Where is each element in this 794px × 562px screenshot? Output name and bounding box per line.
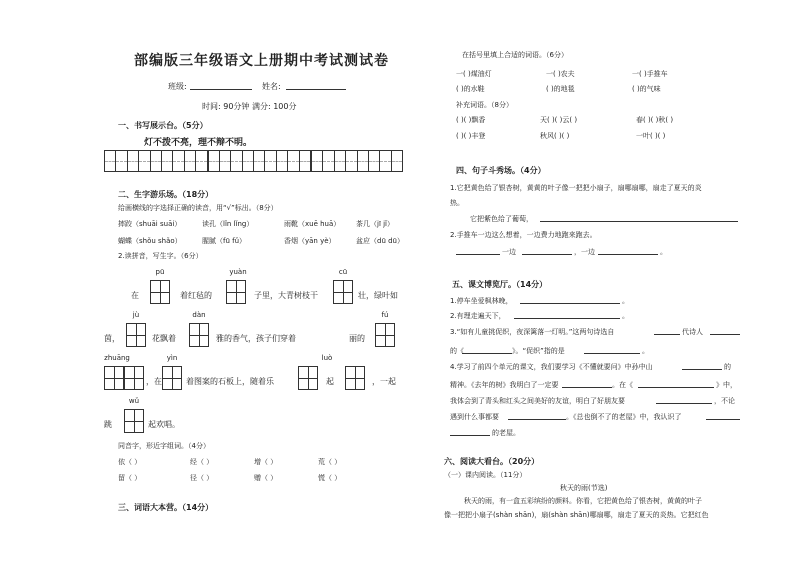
copy-cell[interactable] (105, 151, 116, 171)
pinyin-label: wǔ (128, 397, 140, 405)
pinyin-label: pū (155, 268, 165, 276)
passage-text: 跳 (104, 420, 112, 429)
word-blank[interactable]: 依（ ） (118, 458, 142, 466)
passage-text: 在 (131, 291, 139, 300)
answer-line[interactable] (540, 212, 738, 222)
s5-q3: 3.“如有儿童挑促织，夜深篱落一灯明。”这两句诗选自 (450, 328, 615, 336)
copy-sentence: 灯不拨不亮，理不辩不明。 (144, 138, 253, 148)
adj-blank[interactable]: ( )的地毯 (546, 85, 575, 93)
s4-q1-prompt: 它把紫色给了葡萄， (470, 215, 533, 223)
passage-text: 着红毡的 (180, 291, 212, 300)
passage-text: 壮，绿叶如 (358, 291, 398, 300)
idiom-blank[interactable]: ( )( )丰登 (456, 132, 486, 140)
passage-line: 像一把把小扇子(shàn shān)，扇(shàn shān)哪扇哪，扇走了夏天的炎热。它把红色 (444, 511, 709, 519)
s5-q4-j: 的老屋。 (492, 429, 520, 437)
copy-cell[interactable] (116, 151, 127, 171)
idiom-blank[interactable]: 秋风( )( ) (540, 132, 570, 140)
s4-q1: 1.它把黄色给了银杏树，黄黄的叶子像一把把小扇子，扇哪扇哪，扇走了夏天的炎 (450, 184, 702, 192)
word-blank[interactable]: 赠（ ） (254, 474, 278, 482)
pinyin-label: cū (338, 268, 348, 276)
copy-cell[interactable] (243, 151, 254, 171)
copy-cell[interactable] (196, 151, 208, 171)
supplement-instruction: 补充词语。（8分） (456, 101, 513, 109)
answer-line[interactable] (562, 378, 612, 388)
section-4-heading: 四、句子斗秀场。（4分） (456, 166, 546, 175)
passage-text: ，在 (146, 377, 162, 386)
measure-blank[interactable]: 一( )农夫 (546, 70, 575, 78)
char-box[interactable] (298, 366, 318, 390)
passage-text: 着图案的石板上，随着乐 (186, 377, 274, 386)
s2-q2-instruction: 2.读拼音，写生字。（6分） (118, 252, 203, 260)
s5-q3-b: 代诗人 (682, 328, 703, 336)
pinyin-label: yìn (166, 354, 178, 362)
copy-cell[interactable] (277, 151, 288, 171)
passage-text: 丽的 (349, 334, 365, 343)
pinyin-label: luò (321, 354, 333, 362)
adj-blank[interactable]: ( )的水鞋 (456, 85, 485, 93)
word-blank[interactable]: 荒（ ） (318, 458, 342, 466)
s5-q4-g: ，不论 (714, 397, 735, 405)
s4-q1-cont: 热。 (450, 199, 464, 207)
copy-cell[interactable] (231, 151, 242, 171)
copy-cell[interactable] (312, 151, 323, 171)
copy-cell[interactable] (300, 151, 312, 171)
passage-text: 起欢唱。 (148, 420, 180, 429)
answer-line[interactable] (598, 245, 658, 255)
pinyin-choice[interactable]: 香烟（yān yè） (284, 237, 336, 245)
copy-cell[interactable] (162, 151, 173, 171)
s5-q4-i: 。《总也倒不了的老屋》中，我认识了 (566, 413, 682, 421)
time-info: 时间: 90分钟 满分: 100分 (202, 102, 297, 111)
pinyin-label: zhuāng (104, 354, 130, 362)
copy-cell[interactable] (220, 151, 231, 171)
copy-cell[interactable] (151, 151, 162, 171)
pinyin-label: yuàn (229, 268, 247, 276)
char-box[interactable] (124, 409, 144, 433)
char-box[interactable] (126, 323, 146, 347)
char-box[interactable] (150, 280, 170, 304)
answer-line[interactable] (682, 360, 722, 370)
idiom-blank[interactable]: 春( )( )秋( ) (636, 116, 674, 124)
pinyin-choice[interactable]: 雨靴（xuē huā） (284, 220, 341, 228)
char-box[interactable] (345, 366, 365, 390)
passage-text: 雅的香气，孩子们穿着 (216, 334, 296, 343)
passage-text: 子里，大青树枝干 (254, 291, 318, 300)
word-blank[interactable]: 留（ ） (118, 474, 142, 482)
section-2-heading: 二、生字游乐场。（18分） (118, 190, 214, 199)
s5-q4-d: 。在《 (612, 381, 633, 389)
answer-line[interactable] (514, 309, 620, 319)
copy-cell[interactable] (392, 151, 402, 171)
end-mark: 。 (642, 347, 649, 355)
s5-q1: 1.停车坐爱枫林晚， (450, 297, 513, 305)
class-label: 班级: (168, 82, 187, 91)
idiom-blank[interactable]: 天( )( )云( ) (540, 116, 578, 124)
copy-cell[interactable] (288, 151, 299, 171)
copy-cell[interactable] (173, 151, 184, 171)
section-3-heading: 三、词语大本营。（14分） (118, 503, 214, 512)
s5-q4-b: 的 (724, 363, 731, 371)
passage-line: 秋天的雨，有一盒五彩缤纷的颜料。你看，它把黄色给了银杏树，黄黄的叶子 (464, 497, 702, 505)
char-box[interactable] (189, 323, 209, 347)
pinyin-choice[interactable]: 读孔（lǐn lǐng） (202, 220, 254, 228)
copy-cell[interactable] (369, 151, 380, 171)
word-blank[interactable]: 径（ ） (190, 474, 214, 482)
end-mark: 。 (622, 297, 629, 305)
pinyin-choice[interactable]: 蝴蝶（shǒu shǎo） (118, 237, 182, 245)
s5-q4-f: 我体会到了青头和红头之间美好的友谊，明白了好朋友要 (450, 397, 625, 405)
s5-q4-c: 精神。《去年的树》我明白了一定要 (450, 381, 559, 389)
name-label: 姓名: (262, 82, 281, 91)
answer-line[interactable] (706, 410, 740, 420)
s4-q2-a: 一边 (502, 248, 516, 256)
char-box[interactable] (162, 366, 182, 390)
pinyin-label: fú (381, 311, 389, 319)
passage-text: 花飘着 (152, 334, 176, 343)
answer-line[interactable] (520, 294, 620, 304)
copy-cell[interactable] (265, 151, 276, 171)
copy-cell[interactable] (139, 151, 150, 171)
pinyin-choice[interactable]: 腥腻（fū fǔ） (202, 237, 247, 245)
pinyin-label: jù (132, 311, 140, 319)
copy-cell[interactable] (380, 151, 391, 171)
s5-q4: 4.学习了前四个单元的课文，我们要学习《不懂就要问》中孙中山 (450, 363, 653, 371)
name-field[interactable] (286, 80, 346, 90)
copy-cell[interactable] (128, 151, 139, 171)
pinyin-choice[interactable]: 摔跤（shuāi suāi） (118, 220, 182, 228)
answer-line[interactable] (462, 344, 512, 354)
copy-cell[interactable] (346, 151, 357, 171)
pinyin-choice[interactable]: 茶几（jī jǐ） (356, 220, 395, 228)
end-mark: 。 (622, 312, 629, 320)
answer-line[interactable] (654, 325, 680, 335)
passage-title: 秋天的雨(节选) (560, 484, 608, 492)
passage-text: 起 (326, 377, 334, 386)
answer-line[interactable] (656, 394, 712, 404)
measure-blank[interactable]: 一( )手推车 (632, 70, 668, 78)
pinyin-choice[interactable]: 盆应（dū dū） (356, 237, 404, 245)
s5-q3-d: 》。“促织”指的是 (512, 347, 565, 355)
fill-instruction: 在括号里填上合适的词语。（6分） (462, 51, 568, 59)
idiom-blank[interactable]: ( )( )飘香 (456, 116, 486, 124)
passage-text: 茵， (104, 334, 120, 343)
answer-line[interactable] (450, 426, 490, 436)
answer-line[interactable] (638, 378, 714, 388)
char-box[interactable] (124, 366, 144, 390)
idiom-blank[interactable]: 一叶( )( ) (636, 132, 666, 140)
passage-text: ，一起 (372, 377, 396, 386)
answer-line[interactable] (456, 245, 500, 255)
s2-q1-instruction: 给画横线的字选择正确的读音，用“√”标出。（8分） (118, 204, 278, 212)
s4-q2-b: ，一边 (574, 248, 595, 256)
section-5-heading: 五、课文博览厅。（14分） (452, 280, 548, 289)
pinyin-label: dàn (192, 311, 206, 319)
exam-title: 部编版三年级语文上册期中考试测试卷 (134, 53, 389, 69)
word-blank[interactable]: 经（ ） (190, 458, 214, 466)
copy-cell[interactable] (323, 151, 334, 171)
char-box[interactable] (104, 366, 124, 390)
char-box[interactable] (226, 280, 246, 304)
answer-line[interactable] (522, 245, 572, 255)
word-blank[interactable]: 慌（ ） (318, 474, 342, 482)
answer-line[interactable] (584, 344, 640, 354)
class-field[interactable] (190, 80, 252, 90)
copy-cell[interactable] (185, 151, 196, 171)
s5-q2: 2.有理走遍天下， (450, 312, 506, 320)
s4-q2: 2.手推车一边这么想着，一边费力地跑来跑去。 (450, 231, 597, 239)
char-box[interactable] (375, 323, 395, 347)
copy-cell[interactable] (335, 151, 346, 171)
word-blank[interactable]: 增（ ） (254, 458, 278, 466)
copy-cell[interactable] (209, 151, 220, 171)
measure-blank[interactable]: 一( )煤油灯 (456, 70, 492, 78)
s5-q4-h: 遇到什么事都要 (450, 413, 499, 421)
answer-line[interactable] (508, 410, 566, 420)
end-mark: 。 (660, 248, 667, 256)
copy-cell[interactable] (358, 151, 369, 171)
s2-q3-instruction: 同音字，形近字组词。（4分） (118, 442, 210, 450)
answer-line[interactable] (710, 325, 740, 335)
section-6-heading: 六、阅读大看台。（20分） (444, 457, 540, 466)
adj-blank[interactable]: ( )的气味 (632, 85, 661, 93)
s5-q4-e: 》中， (716, 381, 737, 389)
copy-cell[interactable] (254, 151, 265, 171)
copy-grid[interactable] (104, 150, 403, 172)
section-1-heading: 一、书写展示台。（5分） (118, 121, 208, 130)
s6-sub: （一）课内阅读。（11分） (444, 471, 527, 479)
s5-q3-c: 的《 (450, 347, 464, 355)
char-box[interactable] (333, 280, 353, 304)
